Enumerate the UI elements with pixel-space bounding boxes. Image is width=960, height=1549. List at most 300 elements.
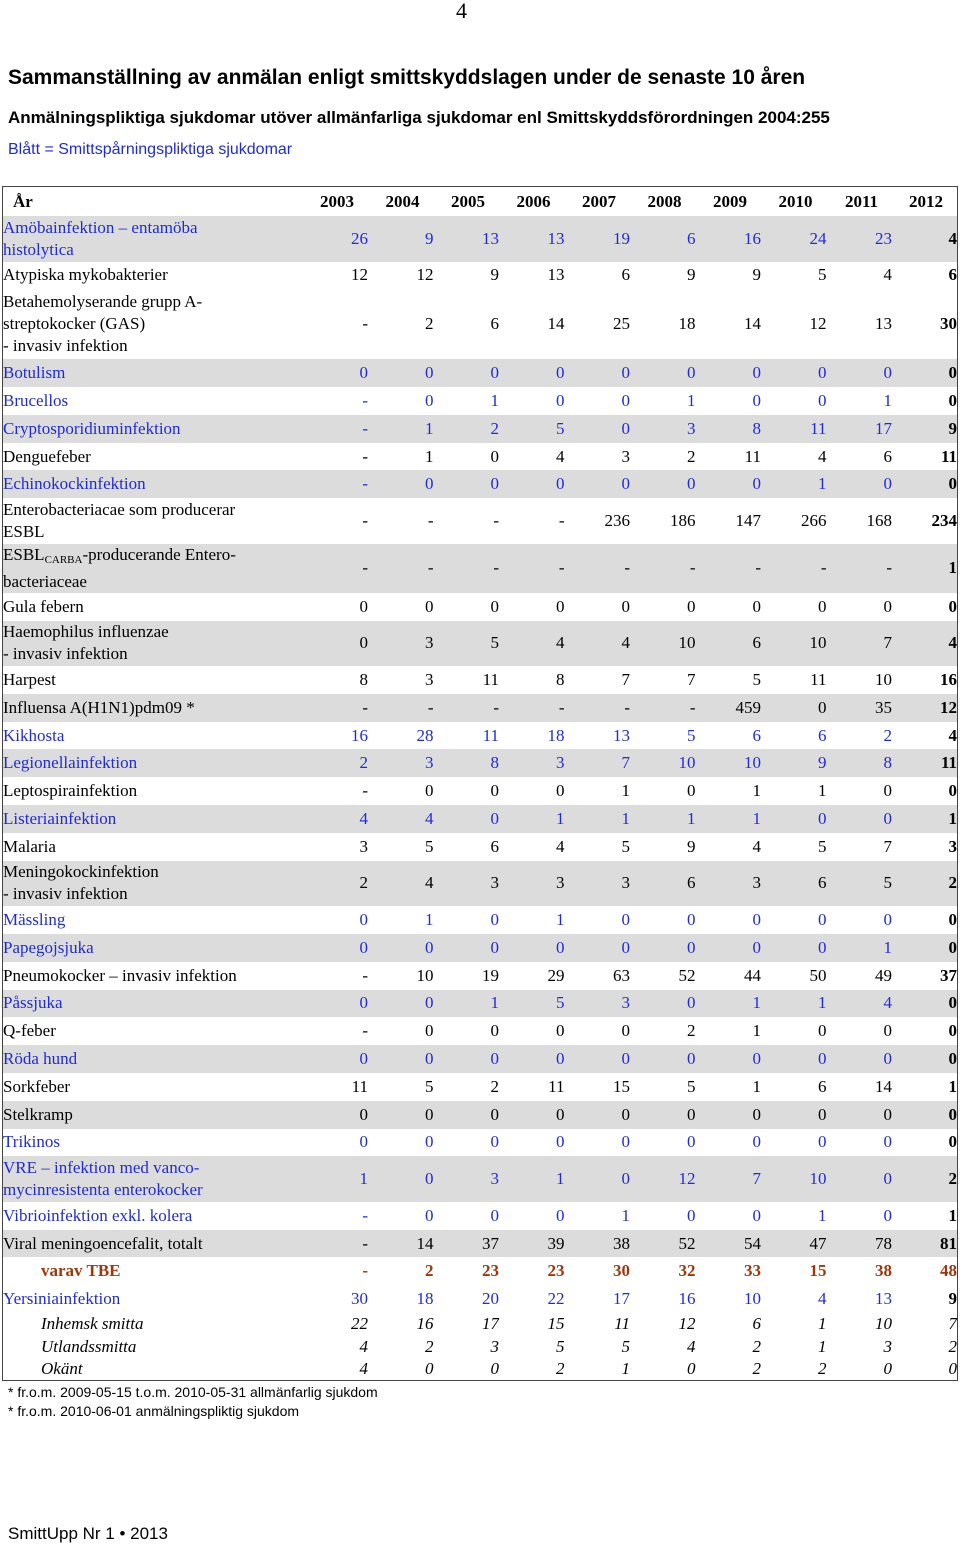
value-cell: 2	[687, 1021, 696, 1041]
table-row	[3, 1202, 958, 1230]
value-cell: 4	[948, 633, 957, 653]
value-cell: 0	[948, 1132, 957, 1152]
row-label-subscript: CARBA	[44, 553, 83, 566]
value-cell: 9	[687, 265, 696, 285]
value-cell: 1	[818, 1205, 827, 1225]
value-cell: 7	[883, 633, 892, 653]
value-cell: 12	[809, 314, 827, 334]
value-cell: 4	[425, 808, 434, 828]
value-cell: 0	[818, 1104, 827, 1124]
value-cell: 0	[621, 1049, 630, 1069]
value-cell: 8	[359, 669, 368, 689]
value-cell: 0	[883, 474, 892, 494]
value-cell: 50	[809, 965, 827, 985]
value-cell: 5	[818, 265, 827, 285]
row-label: Gula febern	[3, 596, 84, 616]
row-label: Enterobacteriacae som producerar ESBL	[3, 500, 236, 542]
value-cell: 0	[490, 1049, 499, 1069]
value-cell: 2	[425, 1261, 434, 1281]
value-cell: 11	[482, 669, 499, 689]
value-cell: 0	[687, 1359, 696, 1379]
value-cell: 9	[948, 418, 957, 438]
value-cell: 236	[604, 511, 630, 531]
value-cell: 5	[752, 669, 761, 689]
value-cell: 18	[678, 314, 696, 334]
value-cell: -	[362, 558, 368, 578]
value-cell: 13	[613, 725, 630, 745]
table-row	[3, 498, 958, 544]
value-cell: 63	[613, 965, 630, 985]
value-cell: 15	[809, 1261, 827, 1281]
value-cell: -	[820, 558, 827, 578]
value-cell: 1	[752, 1021, 761, 1041]
value-cell: 52	[678, 1233, 696, 1253]
value-cell: 2	[359, 753, 368, 773]
value-cell: 0	[883, 808, 892, 828]
row-label-rest: -producerande Entero- bacteriaceae	[3, 544, 236, 591]
value-cell: 17	[875, 418, 892, 438]
value-cell: 0	[490, 1132, 499, 1152]
row-label: Inhemsk smitta	[41, 1314, 144, 1334]
value-cell: 0	[425, 781, 434, 801]
value-cell: 29	[547, 965, 565, 985]
value-cell: 2	[687, 446, 696, 466]
table-row	[3, 722, 958, 750]
value-cell: 0	[948, 910, 957, 930]
row-label: Q-feber	[3, 1021, 56, 1041]
value-cell: 3	[490, 1169, 499, 1189]
value-cell: 10	[875, 669, 892, 689]
value-cell: 0	[818, 1132, 827, 1152]
value-cell: 0	[818, 937, 827, 957]
year-header: 2009	[713, 191, 747, 211]
value-cell: -	[689, 697, 696, 717]
year-header: 2012	[909, 191, 943, 211]
value-cell: 2	[490, 1076, 499, 1096]
page-title: Sammanställning av anmälan enligt smittskyddslagen under de senaste 10 åren	[8, 66, 806, 89]
value-cell: 5	[556, 1336, 565, 1356]
value-cell: 0	[490, 1359, 499, 1379]
value-cell: 0	[425, 993, 434, 1013]
value-cell: 0	[359, 363, 368, 383]
value-cell: -	[886, 558, 892, 578]
color-legend: Blått = Smittspårningspliktiga sjukdomar	[8, 141, 293, 158]
table-row	[3, 990, 958, 1018]
value-cell: 0	[556, 1205, 565, 1225]
value-cell: 0	[621, 418, 630, 438]
value-cell: 4	[687, 1336, 696, 1356]
value-cell: 0	[687, 363, 696, 383]
value-cell: 15	[547, 1314, 565, 1334]
value-cell: 18	[416, 1289, 434, 1309]
value-cell: 37	[940, 965, 957, 985]
value-cell: 0	[621, 474, 630, 494]
table-row	[3, 1230, 958, 1258]
value-cell: 37	[482, 1233, 499, 1253]
value-cell: 9	[752, 265, 761, 285]
value-cell: 2	[948, 1336, 957, 1356]
footnote-2: * fr.o.m. 2010-06-01 anmälningspliktig sjukdom	[8, 1403, 300, 1419]
value-cell: 14	[875, 1076, 892, 1096]
value-cell: 168	[866, 511, 892, 531]
row-label: Influensa A(H1N1)pdm09 *	[3, 697, 195, 717]
value-cell: 147	[735, 511, 761, 531]
row-label: Kikhosta	[3, 725, 65, 745]
value-cell: 1	[948, 1205, 957, 1225]
value-cell: 0	[948, 390, 957, 410]
value-cell: 0	[948, 1104, 957, 1124]
row-label: Malaria	[3, 836, 56, 856]
value-cell: 0	[818, 390, 827, 410]
value-cell: 10	[875, 1314, 892, 1334]
value-cell: 0	[948, 1021, 957, 1041]
value-cell: 0	[359, 910, 368, 930]
value-cell: 0	[621, 1021, 630, 1041]
value-cell: -	[362, 1261, 368, 1281]
value-cell: 0	[818, 808, 827, 828]
row-label: Botulism	[3, 363, 66, 383]
value-cell: 6	[687, 873, 696, 893]
value-cell: 0	[425, 596, 434, 616]
table-row	[3, 694, 958, 722]
value-cell: 4	[948, 228, 957, 248]
value-cell: 0	[687, 1132, 696, 1152]
value-cell: 49	[875, 965, 892, 985]
value-cell: 4	[359, 808, 368, 828]
value-cell: 0	[752, 363, 761, 383]
value-cell: 9	[818, 753, 827, 773]
value-cell: 48	[940, 1261, 957, 1281]
value-cell: 4	[948, 725, 957, 745]
row-label: Haemophilus influenzae - invasiv infektion	[3, 622, 169, 664]
row-label: Meningokockinfektion - invasiv infektion	[3, 862, 159, 904]
value-cell: 0	[425, 390, 434, 410]
value-cell: 0	[883, 1169, 892, 1189]
value-cell: 6	[818, 725, 827, 745]
value-cell: 0	[883, 596, 892, 616]
table-row	[3, 359, 958, 387]
value-cell: -	[362, 781, 368, 801]
value-cell: 10	[678, 633, 696, 653]
value-cell: -	[493, 697, 499, 717]
value-cell: 3	[621, 873, 630, 893]
value-cell: 10	[744, 1289, 761, 1309]
value-cell: 23	[547, 1261, 565, 1281]
value-cell: 22	[351, 1314, 368, 1334]
value-cell: 0	[556, 1021, 565, 1041]
row-label: varav TBE	[41, 1261, 121, 1281]
row-label: Papegojsjuka	[3, 937, 94, 957]
value-cell: 2	[883, 725, 892, 745]
value-cell: 1	[818, 781, 827, 801]
value-cell: 12	[351, 265, 368, 285]
table-row	[3, 1129, 958, 1157]
value-cell: 6	[621, 265, 630, 285]
value-cell: 0	[425, 1132, 434, 1152]
table-row	[3, 470, 958, 498]
value-cell: 0	[883, 1132, 892, 1152]
table-header-row	[3, 187, 958, 217]
value-cell: 10	[744, 753, 761, 773]
row-label: Amöbainfektion – entamöba histolytica	[3, 217, 198, 259]
row-label: Leptospirainfektion	[3, 781, 138, 801]
table-row	[3, 1257, 958, 1285]
value-cell: 6	[883, 446, 892, 466]
value-cell: 0	[359, 937, 368, 957]
value-cell: 0	[818, 363, 827, 383]
value-cell: 0	[818, 697, 827, 717]
value-cell: 0	[359, 633, 368, 653]
value-cell: 0	[883, 363, 892, 383]
row-label: Röda hund	[3, 1049, 78, 1069]
value-cell: 5	[490, 633, 499, 653]
value-cell: -	[362, 474, 368, 494]
value-cell: 3	[490, 1336, 499, 1356]
row-label: Legionellainfektion	[3, 753, 138, 773]
year-header: 2007	[582, 191, 616, 211]
value-cell: 1	[425, 446, 434, 466]
value-cell: 9	[425, 228, 434, 248]
value-cell: 0	[490, 474, 499, 494]
value-cell: 3	[752, 873, 761, 893]
value-cell: 0	[687, 1104, 696, 1124]
value-cell: -	[493, 511, 499, 531]
value-cell: 0	[948, 474, 957, 494]
value-cell: 16	[416, 1314, 434, 1334]
value-cell: 30	[613, 1261, 630, 1281]
value-cell: 1	[490, 390, 499, 410]
value-cell: 0	[425, 1021, 434, 1041]
table-row	[3, 1313, 958, 1336]
value-cell: 0	[752, 1132, 761, 1152]
value-cell: 0	[556, 1132, 565, 1152]
value-cell: 0	[556, 1104, 565, 1124]
value-cell: 11	[810, 669, 827, 689]
value-cell: -	[362, 446, 368, 466]
value-cell: 0	[490, 937, 499, 957]
value-cell: 5	[425, 1076, 434, 1096]
value-cell: -	[362, 1205, 368, 1225]
value-cell: 1	[948, 558, 957, 578]
value-cell: 8	[752, 418, 761, 438]
value-cell: 1	[621, 1359, 630, 1379]
row-label: Echinokockinfektion	[3, 474, 146, 494]
value-cell: 1	[818, 993, 827, 1013]
table-row	[3, 415, 958, 443]
value-cell: 0	[883, 1021, 892, 1041]
value-cell: 35	[875, 697, 892, 717]
value-cell: 8	[556, 669, 565, 689]
row-label: Vibrioinfektion exkl. kolera	[3, 1205, 193, 1225]
value-cell: 5	[556, 418, 565, 438]
value-cell: 0	[425, 363, 434, 383]
table-row	[3, 593, 958, 621]
value-cell: 7	[621, 753, 630, 773]
value-cell: 23	[482, 1261, 499, 1281]
value-cell: -	[558, 558, 565, 578]
value-cell: 0	[948, 937, 957, 957]
value-cell: 0	[818, 596, 827, 616]
value-cell: 13	[547, 228, 565, 248]
value-cell: 0	[752, 1104, 761, 1124]
row-label: Sorkfeber	[3, 1076, 71, 1096]
value-cell: 10	[678, 753, 696, 773]
row-label: Harpest	[3, 669, 56, 689]
value-cell: 11	[548, 1076, 565, 1096]
value-cell: 8	[490, 753, 499, 773]
value-cell: 0	[883, 781, 892, 801]
value-cell: 13	[875, 1289, 892, 1309]
value-cell: 0	[556, 596, 565, 616]
table-row	[3, 749, 958, 777]
value-cell: 5	[818, 836, 827, 856]
value-cell: -	[624, 697, 630, 717]
value-cell: 0	[359, 1104, 368, 1124]
row-label: Denguefeber	[3, 446, 91, 466]
value-cell: 0	[752, 390, 761, 410]
value-cell: 6	[490, 314, 499, 334]
value-cell: 0	[948, 993, 957, 1013]
value-cell: 38	[613, 1233, 630, 1253]
value-cell: 0	[621, 390, 630, 410]
value-cell: 0	[490, 363, 499, 383]
table-body	[3, 216, 958, 1381]
value-cell: 0	[490, 1021, 499, 1041]
row-label: Yersiniainfektion	[3, 1289, 121, 1309]
value-cell: 47	[809, 1233, 827, 1253]
value-cell: 13	[875, 314, 892, 334]
value-cell: 3	[621, 446, 630, 466]
value-cell: -	[362, 1233, 368, 1253]
value-cell: 0	[948, 1359, 957, 1379]
value-cell: 0	[948, 781, 957, 801]
value-cell: -	[624, 558, 630, 578]
value-cell: 2	[948, 873, 957, 893]
value-cell: 30	[351, 1289, 368, 1309]
value-cell: 3	[621, 993, 630, 1013]
row-label: Atypiska mykobakterier	[3, 265, 168, 285]
row-label	[3, 544, 303, 593]
value-cell: 12	[678, 1314, 696, 1334]
value-cell: 1	[752, 1076, 761, 1096]
value-cell: 1	[948, 808, 957, 828]
value-cell: 10	[809, 633, 827, 653]
value-cell: 19	[613, 228, 630, 248]
value-cell: 5	[687, 1076, 696, 1096]
value-cell: 38	[875, 1261, 892, 1281]
value-cell: 1	[621, 808, 630, 828]
value-cell: 459	[735, 697, 761, 717]
value-cell: 5	[621, 1336, 630, 1356]
page-footer: SmittUpp Nr 1 • 2013	[8, 1524, 168, 1543]
value-cell: 16	[940, 669, 957, 689]
table-row	[3, 1285, 958, 1313]
value-cell: 0	[490, 808, 499, 828]
value-cell: 0	[752, 937, 761, 957]
value-cell: 1	[752, 781, 761, 801]
value-cell: 4	[621, 633, 630, 653]
value-cell: 1	[687, 390, 696, 410]
value-cell: 81	[940, 1233, 957, 1253]
page-number: 4	[456, 0, 467, 23]
page-subtitle: Anmälningspliktiga sjukdomar utöver allmänfarliga sjukdomar enl Smittskyddsförordningen 2004:255	[8, 108, 830, 127]
value-cell: 30	[940, 314, 957, 334]
value-cell: 0	[359, 1049, 368, 1069]
table-row	[3, 906, 958, 934]
year-header: 2004	[385, 191, 420, 211]
value-cell: 0	[490, 781, 499, 801]
value-cell: 0	[948, 596, 957, 616]
value-cell: 0	[490, 596, 499, 616]
value-cell: 9	[490, 265, 499, 285]
value-cell: 16	[678, 1289, 696, 1309]
value-cell: -	[362, 965, 368, 985]
year-header: 2003	[320, 191, 354, 211]
value-cell: 1	[425, 910, 434, 930]
value-cell: 17	[613, 1289, 630, 1309]
value-cell: 0	[818, 910, 827, 930]
value-cell: 13	[547, 265, 565, 285]
value-cell: 4	[883, 265, 892, 285]
value-cell: 78	[875, 1233, 892, 1253]
value-cell: 0	[752, 474, 761, 494]
row-label: Cryptosporidiuminfektion	[3, 418, 181, 438]
value-cell: 7	[883, 836, 892, 856]
year-header: 2011	[844, 191, 878, 211]
row-label: Viral meningoencefalit, totalt	[3, 1233, 203, 1253]
value-cell: 1	[621, 781, 630, 801]
value-cell: 5	[556, 993, 565, 1013]
value-cell: 16	[744, 228, 761, 248]
value-cell: 0	[883, 1049, 892, 1069]
value-cell: 0	[752, 596, 761, 616]
value-cell: 6	[752, 1314, 761, 1334]
value-cell: 3	[425, 753, 434, 773]
table-row	[3, 1336, 958, 1359]
table-row	[3, 666, 958, 694]
value-cell: 1	[818, 474, 827, 494]
value-cell: 28	[416, 725, 434, 745]
value-cell: 3	[425, 669, 434, 689]
value-cell: 2	[818, 1359, 827, 1379]
value-cell: -	[689, 558, 696, 578]
row-label: Okänt	[41, 1359, 83, 1379]
value-cell: 17	[482, 1314, 499, 1334]
value-cell: 2	[752, 1359, 761, 1379]
value-cell: 0	[556, 363, 565, 383]
value-cell: 4	[818, 1289, 827, 1309]
value-cell: 10	[809, 1169, 827, 1189]
value-cell: 5	[425, 836, 434, 856]
value-cell: 7	[687, 669, 696, 689]
value-cell: 6	[752, 633, 761, 653]
value-cell: 4	[556, 836, 565, 856]
value-cell: 0	[687, 937, 696, 957]
value-cell: 234	[931, 511, 957, 531]
row-label: Brucellos	[3, 390, 69, 410]
value-cell: 3	[425, 633, 434, 653]
value-cell: 0	[687, 993, 696, 1013]
year-header: 2005	[451, 191, 485, 211]
table-row	[3, 1045, 958, 1073]
value-cell: -	[427, 697, 434, 717]
value-cell: 1	[490, 993, 499, 1013]
value-cell: 26	[351, 228, 368, 248]
row-label-main: ESBL	[3, 544, 45, 564]
row-label: Påssjuka	[3, 993, 63, 1013]
value-cell: 12	[678, 1169, 696, 1189]
value-cell: 0	[687, 1049, 696, 1069]
